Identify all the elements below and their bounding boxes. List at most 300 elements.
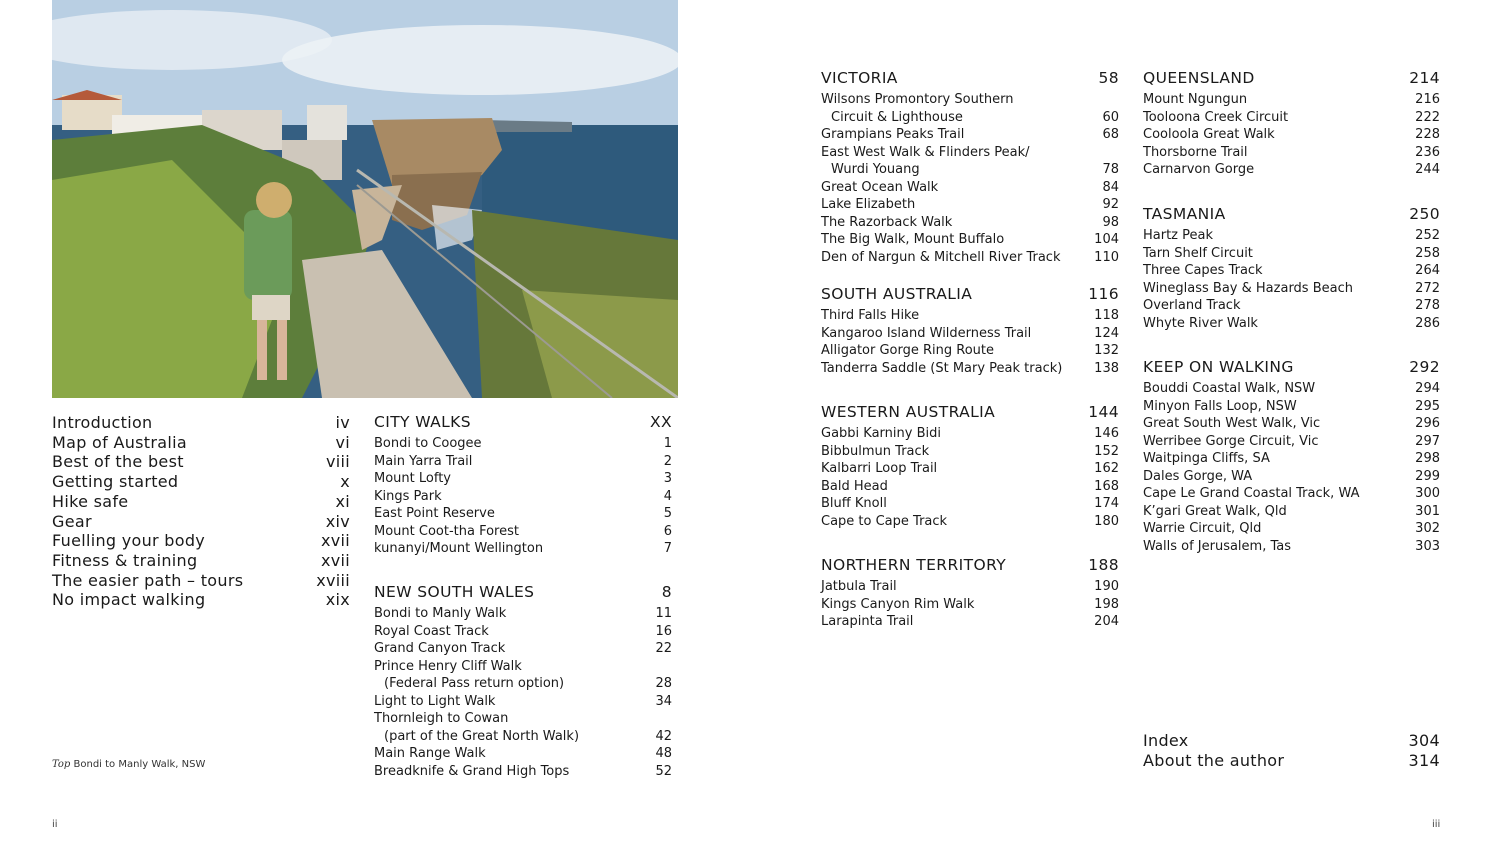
entry-title-text: Gabbi Karniny Bidi (821, 426, 941, 441)
entry-title (374, 623, 489, 641)
entry-page: 118 (1094, 308, 1119, 323)
toc-entry[interactable] (374, 470, 672, 488)
toc-entry[interactable] (821, 495, 1119, 513)
entry-title (1143, 245, 1253, 263)
entry-title-text: Wilsons Promontory Southern (821, 92, 1014, 107)
toc-entry[interactable] (1143, 144, 1440, 162)
entry-title-text: Cape to Cape Track (821, 513, 948, 529)
entry-title (821, 179, 938, 197)
entry-title: The easier path – tours (52, 570, 244, 590)
entry-title-text: Tooloona Creek Circuit (1143, 109, 1289, 125)
entry-title-text: Carnarvon Gorge (1143, 162, 1255, 177)
entry-title (374, 453, 472, 471)
toc-entry[interactable] (52, 433, 350, 453)
entry-title-text: K’gari Great Walk, Qld (1143, 503, 1287, 519)
entry-title: Fitness & training (52, 550, 198, 570)
toc-entry[interactable] (1143, 280, 1440, 298)
entry-title (1143, 262, 1263, 280)
entry-title (1143, 468, 1252, 486)
caption-label: Top (52, 759, 71, 770)
entry-title-text: Waitpinga Cliffs, SA (1143, 451, 1270, 466)
entry-page: iv (335, 413, 350, 432)
toc-entry[interactable] (374, 540, 672, 558)
entry-page: 110 (1094, 249, 1119, 265)
toc-entry[interactable] (1143, 415, 1440, 433)
entry-title (1143, 398, 1297, 416)
entry-page: 42 (655, 728, 672, 744)
entry-page: xvii (320, 550, 350, 570)
section-title: WESTERN AUSTRALIA (821, 403, 996, 421)
entry-title (821, 596, 974, 614)
entry-page: 295 (1415, 398, 1440, 414)
entry-title (821, 360, 1062, 378)
entry-page: xix (325, 590, 350, 610)
toc-entry[interactable] (1143, 245, 1440, 263)
entry-title (1143, 485, 1359, 503)
section-heading[interactable] (821, 284, 1119, 304)
entry-page: 228 (1415, 127, 1440, 142)
entry-page: 244 (1415, 162, 1440, 177)
toc-entry[interactable] (821, 196, 1119, 214)
entry-title-text: Whyte River Walk (1143, 315, 1258, 331)
entry-title: Gear (52, 511, 92, 531)
coastal-walk-photo (52, 0, 678, 398)
toc-entry[interactable] (821, 91, 1119, 126)
section-page: 188 (1088, 556, 1119, 574)
back-matter-list (1143, 731, 1440, 771)
toc-entry[interactable] (374, 710, 672, 745)
toc-entry[interactable] (821, 249, 1119, 267)
toc-entry[interactable] (1143, 91, 1440, 109)
entry-title (1143, 315, 1258, 333)
section-heading[interactable] (374, 582, 672, 602)
toc-entry[interactable] (1143, 315, 1440, 333)
entry-title-text: Kings Canyon Rim Walk (821, 596, 975, 612)
toc-entry[interactable] (374, 623, 672, 641)
queensland-section (1143, 68, 1440, 179)
entry-title (821, 126, 964, 144)
section-page: 292 (1409, 358, 1440, 376)
entry-page: 303 (1415, 538, 1440, 554)
toc-entry[interactable] (374, 693, 672, 711)
toc-entry[interactable] (1143, 731, 1440, 751)
toc-entry[interactable] (52, 512, 350, 532)
toc-entry[interactable] (374, 763, 672, 781)
toc-entry[interactable] (821, 126, 1119, 144)
entry-title-text: Wineglass Bay & Hazards Beach (1143, 280, 1353, 296)
toc-entry[interactable] (1143, 538, 1440, 556)
entry-title-text: Mount Ngungun (1143, 92, 1248, 107)
entry-title: Hike safe (52, 491, 129, 511)
entry-title-text: Minyon Falls Loop, NSW (1143, 398, 1297, 414)
entry-page: 180 (1094, 513, 1119, 529)
entry-page: 174 (1094, 496, 1119, 511)
entry-title: Getting started (52, 472, 179, 492)
entry-page: 301 (1415, 503, 1440, 519)
entry-title-text: Bondi to Coogee (374, 436, 482, 451)
entry-page: 190 (1094, 579, 1119, 594)
toc-entry[interactable] (1143, 520, 1440, 538)
entry-page: 4 (663, 488, 672, 504)
section-title: NORTHERN TERRITORY (821, 556, 1007, 574)
entry-title (1143, 380, 1315, 398)
entry-page: 16 (655, 623, 672, 639)
entry-page: 34 (655, 693, 672, 709)
entry-title-text: Grand Canyon Track (374, 641, 506, 656)
toc-entry[interactable] (374, 453, 672, 471)
entry-page: 258 (1415, 245, 1440, 261)
entry-page: 52 (655, 763, 672, 779)
entry-title (821, 342, 994, 360)
entry-page: 162 (1094, 461, 1119, 476)
entry-title (1143, 227, 1213, 245)
section-title: VICTORIA (821, 69, 898, 87)
entry-title-text: Cape Le Grand Coastal Track, WA (1143, 486, 1360, 501)
entry-title (821, 214, 952, 232)
entry-page: 286 (1415, 315, 1440, 331)
entry-title (821, 325, 1031, 343)
entry-title-text: Werribee Gorge Circuit, Vic (1143, 433, 1319, 449)
entry-title: No impact walking (52, 590, 206, 610)
toc-entry[interactable] (374, 745, 672, 763)
entry-page: 304 (1408, 731, 1440, 750)
toc-entry[interactable] (821, 231, 1119, 249)
entry-page: 296 (1415, 416, 1440, 431)
entry-title (374, 763, 569, 781)
entry-title-text: Three Capes Track (1143, 263, 1263, 278)
entry-page: 204 (1094, 614, 1119, 629)
entry-page: 264 (1415, 263, 1440, 278)
entry-title-text: Overland Track (1143, 298, 1241, 313)
south-australia-section (821, 284, 1119, 377)
entry-page: 299 (1415, 468, 1440, 484)
section-title: NEW SOUTH WALES (374, 583, 535, 601)
toc-entry[interactable] (1143, 109, 1440, 127)
entry-page: 216 (1415, 92, 1440, 107)
entry-title-text: Mount Lofty (374, 471, 451, 486)
entry-title (1143, 520, 1261, 538)
entry-title: Index (1143, 731, 1189, 750)
entry-title-text: Prince Henry Cliff Walk (374, 658, 522, 674)
toc-entry[interactable] (821, 425, 1119, 443)
section-page: 214 (1409, 69, 1440, 87)
toc-entry[interactable] (374, 640, 672, 658)
toc-entry[interactable] (821, 179, 1119, 197)
entry-title-text: Dales Gorge, WA (1143, 468, 1253, 484)
toc-entry[interactable] (1143, 450, 1440, 468)
entry-title: About the author (1143, 751, 1285, 770)
toc-entry[interactable] (374, 658, 672, 693)
entry-title (1143, 126, 1275, 144)
entry-page: 28 (655, 676, 672, 691)
section-page: 58 (1098, 69, 1119, 87)
entry-page: 60 (1102, 109, 1119, 125)
toc-entry[interactable] (1143, 126, 1440, 144)
toc-entry[interactable] (1143, 227, 1440, 245)
northern-territory-section (821, 555, 1119, 631)
entry-page: 236 (1415, 144, 1440, 160)
entry-title-text: East Point Reserve (374, 506, 495, 521)
entry-title (1143, 297, 1241, 315)
entry-title-text: Jatbula Trail (821, 579, 897, 594)
entry-page: 294 (1415, 381, 1440, 396)
entry-page: 2 (663, 453, 672, 469)
entry-subtitle: Wurdi Youang (831, 162, 920, 177)
entry-page: 104 (1094, 232, 1119, 247)
toc-entry[interactable] (374, 523, 672, 541)
toc-entry[interactable] (1143, 161, 1440, 179)
entry-page: 78 (1102, 162, 1119, 177)
entry-title-text: Kalbarri Loop Trail (821, 461, 938, 476)
entry-page: 152 (1094, 443, 1119, 459)
entry-title-text: Great Ocean Walk (821, 179, 939, 195)
photo-caption (52, 759, 205, 770)
entry-title (821, 231, 1004, 249)
entry-title (374, 658, 564, 693)
section-title: SOUTH AUSTRALIA (821, 285, 973, 303)
entry-title-text: Warrie Circuit, Qld (1143, 521, 1262, 536)
entry-page: 198 (1094, 596, 1119, 612)
entry-page: 138 (1094, 360, 1119, 376)
section-heading[interactable] (821, 402, 1119, 422)
entry-title (374, 640, 505, 658)
entry-title: Fuelling your body (52, 531, 206, 551)
entry-title: Introduction (52, 413, 153, 432)
keep-on-walking-section (1143, 357, 1440, 555)
entry-title-text: Tanderra Saddle (St Mary Peak track) (821, 360, 1063, 376)
entry-title (821, 513, 947, 531)
entry-title: Best of the best (52, 452, 184, 472)
entry-title-text: Kings Park (374, 488, 442, 504)
toc-entry[interactable] (821, 478, 1119, 496)
entry-title-text: Walls of Jerusalem, Tas (1143, 538, 1292, 554)
entry-title-text: East West Walk & Flinders Peak/ (821, 144, 1030, 160)
entry-page: xiv (325, 511, 350, 531)
toc-entry[interactable] (52, 492, 350, 512)
entry-title-text: Larapinta Trail (821, 614, 914, 629)
toc-entry[interactable] (1143, 468, 1440, 486)
entry-title (821, 443, 929, 461)
entry-title (821, 91, 1014, 126)
toc-entry[interactable] (1143, 485, 1440, 503)
toc-entry[interactable] (52, 590, 350, 610)
toc-entry[interactable] (821, 578, 1119, 596)
entry-title (1143, 109, 1288, 127)
toc-entry[interactable] (52, 413, 350, 433)
toc-entry[interactable] (374, 435, 672, 453)
toc-entry[interactable] (821, 342, 1119, 360)
entry-page: 124 (1094, 325, 1119, 341)
entry-title-text: Cooloola Great Walk (1143, 127, 1275, 142)
toc-entry[interactable] (821, 214, 1119, 232)
toc-entry[interactable] (52, 531, 350, 551)
entry-title (374, 540, 543, 558)
entry-title (1143, 415, 1320, 433)
entry-title-text: Bald Head (821, 478, 888, 494)
entry-page: vi (335, 432, 350, 452)
section-heading[interactable] (821, 555, 1119, 575)
entry-title-text: Thorsborne Trail (1143, 144, 1248, 160)
section-title: TASMANIA (1143, 205, 1226, 223)
toc-entry[interactable] (1143, 262, 1440, 280)
entry-page: 3 (663, 471, 672, 486)
entry-title-text: Hartz Peak (1143, 228, 1214, 243)
entry-title (374, 488, 442, 506)
entry-page: 297 (1415, 433, 1440, 449)
section-heading[interactable] (1143, 357, 1440, 377)
entry-title (374, 470, 451, 488)
entry-title-text: Great South West Walk, Vic (1143, 416, 1321, 431)
entry-title-text: Mount Coot-tha Forest (374, 523, 519, 539)
toc-entry[interactable] (821, 307, 1119, 325)
entry-page: 22 (655, 641, 672, 656)
entry-title (1143, 538, 1291, 556)
toc-entry[interactable] (821, 513, 1119, 531)
entry-page: 222 (1415, 109, 1440, 125)
section-page: 144 (1088, 403, 1119, 421)
toc-entry[interactable] (821, 460, 1119, 478)
section-page: 8 (661, 583, 672, 601)
entry-title-text: Kangaroo Island Wilderness Trail (821, 325, 1032, 341)
entry-title (1143, 161, 1254, 179)
entry-page: 48 (655, 746, 672, 761)
entry-page: viii (325, 452, 350, 472)
entry-title (1143, 450, 1270, 468)
entry-title (374, 710, 579, 745)
entry-title-text: Main Range Walk (374, 746, 486, 761)
entry-title-text: Alligator Gorge Ring Route (821, 343, 995, 358)
toc-entry[interactable] (1143, 297, 1440, 315)
page-number-left: ii (52, 819, 58, 830)
entry-page: 1 (663, 436, 672, 451)
entry-title-text: Breadknife & Grand High Tops (374, 763, 570, 779)
toc-entry[interactable] (52, 472, 350, 492)
entry-page: 298 (1415, 451, 1440, 466)
toc-entry[interactable] (821, 144, 1119, 179)
entry-title (821, 495, 887, 513)
toc-entry[interactable] (821, 596, 1119, 614)
toc-entry[interactable] (374, 605, 672, 623)
entry-title-text: Bluff Knoll (821, 496, 887, 511)
toc-entry[interactable] (52, 551, 350, 571)
entry-title (1143, 144, 1248, 162)
entry-page: xviii (316, 570, 350, 590)
section-heading[interactable] (374, 412, 672, 432)
entry-title (821, 144, 1030, 179)
toc-entry[interactable] (1143, 380, 1440, 398)
western-australia-section (821, 402, 1119, 530)
toc-entry[interactable] (52, 571, 350, 591)
toc-entry[interactable] (374, 505, 672, 523)
entry-title-text: Third Falls Hike (821, 308, 920, 323)
toc-entry[interactable] (821, 443, 1119, 461)
entry-page: 252 (1415, 228, 1440, 243)
city-walks-section (374, 412, 672, 558)
entry-title (821, 196, 915, 214)
entry-page: 300 (1415, 486, 1440, 501)
section-title: CITY WALKS (374, 413, 471, 431)
entry-page: 98 (1102, 214, 1119, 230)
entry-title (821, 307, 919, 325)
nsw-section (374, 582, 672, 780)
entry-title (374, 745, 486, 763)
toc-entry[interactable] (1143, 433, 1440, 451)
section-page: 250 (1409, 205, 1440, 223)
toc-entry[interactable] (1143, 398, 1440, 416)
section-heading[interactable] (1143, 68, 1440, 88)
entry-title (821, 460, 937, 478)
entry-page: 302 (1415, 521, 1440, 536)
section-heading[interactable] (1143, 204, 1440, 224)
entry-title (374, 435, 482, 453)
section-page: XX (649, 413, 672, 431)
entry-page: 84 (1102, 179, 1119, 195)
section-page: 116 (1088, 285, 1119, 303)
entry-title-text: kunanyi/Mount Wellington (374, 541, 544, 556)
caption-text: Bondi to Manly Walk, NSW (73, 759, 206, 770)
entry-title-text: Tarn Shelf Circuit (1143, 245, 1253, 261)
entry-subtitle: (Federal Pass return option) (384, 676, 565, 691)
entry-page: 92 (1102, 197, 1119, 212)
entry-title-text: Thornleigh to Cowan (374, 711, 509, 726)
toc-entry[interactable] (821, 360, 1119, 378)
entry-title-text: Bouddi Coastal Walk, NSW (1143, 381, 1316, 396)
section-title: KEEP ON WALKING (1143, 358, 1294, 376)
entry-title (1143, 503, 1287, 521)
entry-page: 272 (1415, 280, 1440, 296)
tasmania-section (1143, 204, 1440, 332)
entry-title (821, 425, 941, 443)
toc-entry[interactable] (1143, 751, 1440, 771)
entry-page: 68 (1102, 127, 1119, 142)
entry-title-text: The Big Walk, Mount Buffalo (821, 232, 1005, 247)
entry-page: x (340, 472, 350, 492)
entry-title-text: Light to Light Walk (374, 693, 496, 709)
section-heading[interactable] (821, 68, 1119, 88)
entry-title (821, 249, 1060, 267)
front-matter-list (52, 413, 350, 610)
entry-title (374, 605, 506, 623)
entry-title (1143, 280, 1353, 298)
entry-title-text: Den of Nargun & Mitchell River Track (821, 249, 1061, 265)
entry-title: Map of Australia (52, 432, 187, 452)
entry-page: 146 (1094, 426, 1119, 441)
entry-subtitle: (part of the Great North Walk) (384, 728, 580, 744)
entry-page: 168 (1094, 478, 1119, 494)
section-title: QUEENSLAND (1143, 69, 1255, 87)
entry-page: 314 (1408, 751, 1440, 770)
entry-title-text: Royal Coast Track (374, 623, 489, 639)
entry-title-text: Grampians Peaks Trail (821, 127, 965, 142)
toc-entry[interactable] (374, 488, 672, 506)
page-number-right: iii (1432, 819, 1441, 830)
entry-page: 132 (1094, 343, 1119, 358)
entry-title (821, 613, 913, 631)
entry-page: 278 (1415, 298, 1440, 313)
entry-title-text: The Razorback Walk (821, 214, 953, 230)
entry-title-text: Lake Elizabeth (821, 197, 916, 212)
entry-title (374, 505, 495, 523)
entry-title (374, 523, 519, 541)
toc-entry[interactable] (821, 613, 1119, 631)
toc-entry[interactable] (52, 452, 350, 472)
entry-title-text: Bondi to Manly Walk (374, 606, 507, 621)
toc-entry[interactable] (1143, 503, 1440, 521)
entry-page: 7 (663, 541, 672, 556)
toc-entry[interactable] (821, 325, 1119, 343)
victoria-section (821, 68, 1119, 266)
entry-title (1143, 91, 1247, 109)
